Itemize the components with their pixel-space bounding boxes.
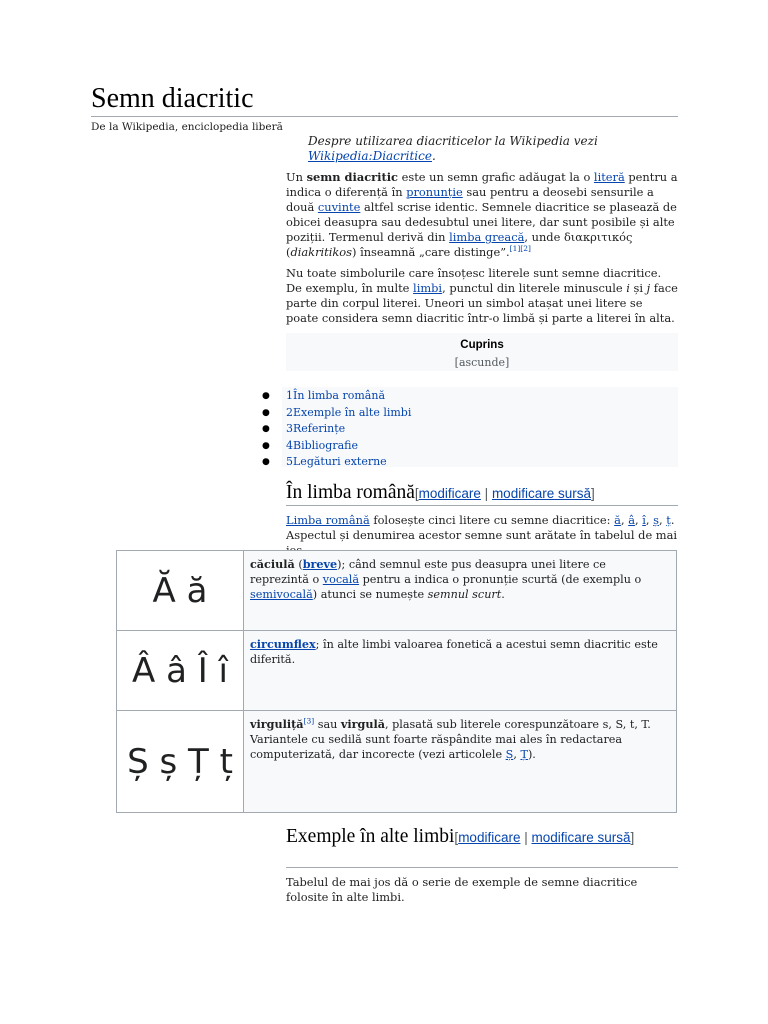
comma: , (620, 513, 629, 527)
toc-item[interactable] (262, 388, 678, 405)
section-divider (286, 867, 678, 868)
text: face parte din corpul literei. Uneori un simbol atașat unei litere se poate considera semn diacritic într-o limbă și parte a literei în alta. (286, 281, 678, 325)
link-s-comma[interactable]: Ș (505, 748, 514, 761)
letter-j: j (646, 281, 651, 295)
hatnote-text: Despre utilizarea diacriticelor la Wikipedia vezi (308, 134, 598, 148)
letter-link[interactable]: â (628, 513, 635, 527)
text: . (501, 588, 505, 601)
letter-link[interactable]: ț (666, 513, 671, 527)
link-limba-greaca[interactable]: limba greacă (449, 230, 525, 244)
text: Nu toate simbolurile care însoțesc literele sunt semne diacritice. De exemplu, în multe (286, 266, 662, 295)
bullet: ● (262, 457, 270, 467)
term-bold: virgulă (340, 717, 385, 731)
hatnote (308, 134, 668, 164)
italic-term: semnul scurt (427, 588, 502, 601)
text: folosește cinci litere cu semne diacritice: (369, 513, 615, 527)
text: ( (294, 558, 303, 571)
text: pentru a indica o pronunție scurtă (de exemplu o (359, 573, 642, 586)
text: este un semn grafic adăugat la o (397, 170, 594, 184)
text: , punctul din literele minuscule (442, 281, 627, 295)
comma: , (659, 513, 667, 527)
edit-link[interactable]: modificare (418, 486, 481, 501)
bullet: ● (262, 407, 270, 418)
bracket: ] (590, 486, 595, 501)
text: ) înseamnă „care distinge”. (352, 245, 510, 259)
toc-item-number: 5 (286, 455, 293, 468)
term-bold: căciulă (250, 557, 295, 571)
toc-list (262, 388, 678, 471)
intro-paragraph-1 (286, 170, 678, 260)
letter-link[interactable]: ș (653, 513, 659, 527)
link-pronuntie[interactable]: pronunție (406, 185, 463, 199)
toc-toggle[interactable]: [ascunde] (454, 356, 510, 369)
description-cell (244, 711, 677, 813)
separator: | (480, 486, 492, 501)
page-title: Semn diacritic (91, 83, 254, 114)
toc-item-number: 3 (286, 422, 293, 435)
glyph-cell: Ș ș Ț ț (117, 711, 244, 813)
link-litera[interactable]: literă (593, 170, 625, 184)
reference-link[interactable]: [3] (303, 716, 315, 726)
toc-item-label: Bibliografie (293, 438, 359, 452)
table-row (117, 631, 677, 711)
heading-text: În limba română (286, 482, 415, 503)
text: , plasată sub literele corespunzătoare s, S, t, T. Variantele cu sedilă sunt foarte răspândite mai ales în redactarea computerizată, dar incorecte (vezi articolele (250, 718, 651, 761)
edit-source-link[interactable]: modificare sursă (531, 830, 631, 845)
hatnote-end: . (431, 149, 436, 163)
text: , unde διακριτικός ( (286, 230, 633, 259)
text: ). (527, 748, 536, 761)
hatnote-link[interactable]: Wikipedia:Diacritice (308, 149, 432, 163)
bracket: [ (414, 486, 419, 501)
toc-item-number: 4 (286, 438, 293, 452)
link-limbi[interactable]: limbi (413, 281, 443, 295)
text: ) atunci se numește (312, 588, 428, 601)
letter-i: i (626, 281, 630, 295)
text: sau (314, 718, 341, 731)
reference-link[interactable]: [1][2] (509, 244, 531, 254)
toc-item[interactable] (262, 438, 678, 455)
link-vocala[interactable]: vocală (322, 573, 360, 586)
text: Un (286, 170, 307, 184)
toc-item[interactable] (262, 405, 678, 422)
separator: | (520, 830, 532, 845)
toc-item-label: Legături externe (293, 455, 387, 468)
italic-term: diakritikos (290, 245, 352, 259)
bracket: [ (454, 830, 459, 845)
link-cuvinte[interactable]: cuvinte (317, 200, 361, 214)
description-cell (244, 631, 677, 711)
link-t-comma[interactable]: Ț (520, 748, 528, 761)
letter-link[interactable]: î (642, 513, 646, 527)
term-bold: semn diacritic (306, 170, 398, 184)
toc-item-number: 2 (286, 405, 293, 419)
table-row (117, 551, 677, 631)
link-semivocala[interactable]: semivocală (250, 588, 313, 601)
title-divider (91, 116, 678, 117)
toc-box (286, 333, 678, 371)
comma: , (634, 513, 643, 527)
diacritics-table (116, 550, 677, 813)
toc-item[interactable] (262, 421, 678, 438)
text: . Aspectul și denumirea acestor semne sunt arătate în tabelul de mai (286, 513, 678, 542)
site-tagline: De la Wikipedia, enciclopedia liberă (91, 121, 283, 133)
bullet: ● (262, 440, 270, 451)
term-bold: virguliță (250, 717, 304, 731)
edit-source-link[interactable]: modificare sursă (491, 486, 591, 501)
link-circumflex[interactable]: circumflex (250, 637, 316, 651)
toc-item-label: În limba română (293, 389, 386, 402)
text: și (629, 281, 647, 295)
section-heading-exemple (286, 826, 678, 849)
comma: , (513, 748, 521, 761)
table-row (117, 711, 677, 813)
edit-links (415, 486, 595, 501)
text: ); când semnul este pus deasupra unei litere ce reprezintă o (250, 558, 606, 586)
heading-text: Exemple în alte limbi (286, 826, 455, 847)
glyph-cell: Ă ă (117, 551, 244, 631)
letter-link[interactable]: ă (614, 513, 621, 527)
description-cell (244, 551, 677, 631)
link-limba-romana[interactable]: Limba română (286, 513, 370, 527)
edit-link[interactable]: modificare (458, 830, 521, 845)
bracket: ] (630, 830, 635, 845)
section-heading-romana (286, 482, 678, 505)
toc-item-number: 1 (286, 389, 293, 402)
intro-paragraph-2 (286, 266, 678, 326)
section-divider (286, 505, 678, 506)
glyph-cell: Â â Î î (117, 631, 244, 711)
toc-title: Cuprins (460, 339, 504, 351)
text: sau pentru a deosebi sensurile a două (286, 185, 654, 214)
section-exemple-paragraph: Tabelul de mai jos dă o serie de exemple de semne diacritice folosite în alte limbi. (286, 875, 638, 904)
toc-item-label: Exemple în alte limbi (293, 405, 412, 419)
text: ; în alte limbi valoarea fonetică a acestui semn diacritic este diferită. (250, 638, 658, 666)
text: pentru a indica o diferență în (286, 170, 678, 199)
text: altfel scrise identic. Semnele diacritice se plasează de obicei deasupra sau dedesubtul unei litere, dar sunt posibile și alte poziții. Termenul derivă din (286, 200, 677, 244)
toc-item-label: Referințe (293, 422, 346, 435)
bullet: ● (262, 391, 270, 401)
toc-item[interactable] (262, 454, 678, 471)
link-breve[interactable]: breve (302, 557, 338, 571)
comma: , (645, 513, 654, 527)
edit-links (454, 830, 634, 845)
bullet: ● (262, 424, 270, 434)
